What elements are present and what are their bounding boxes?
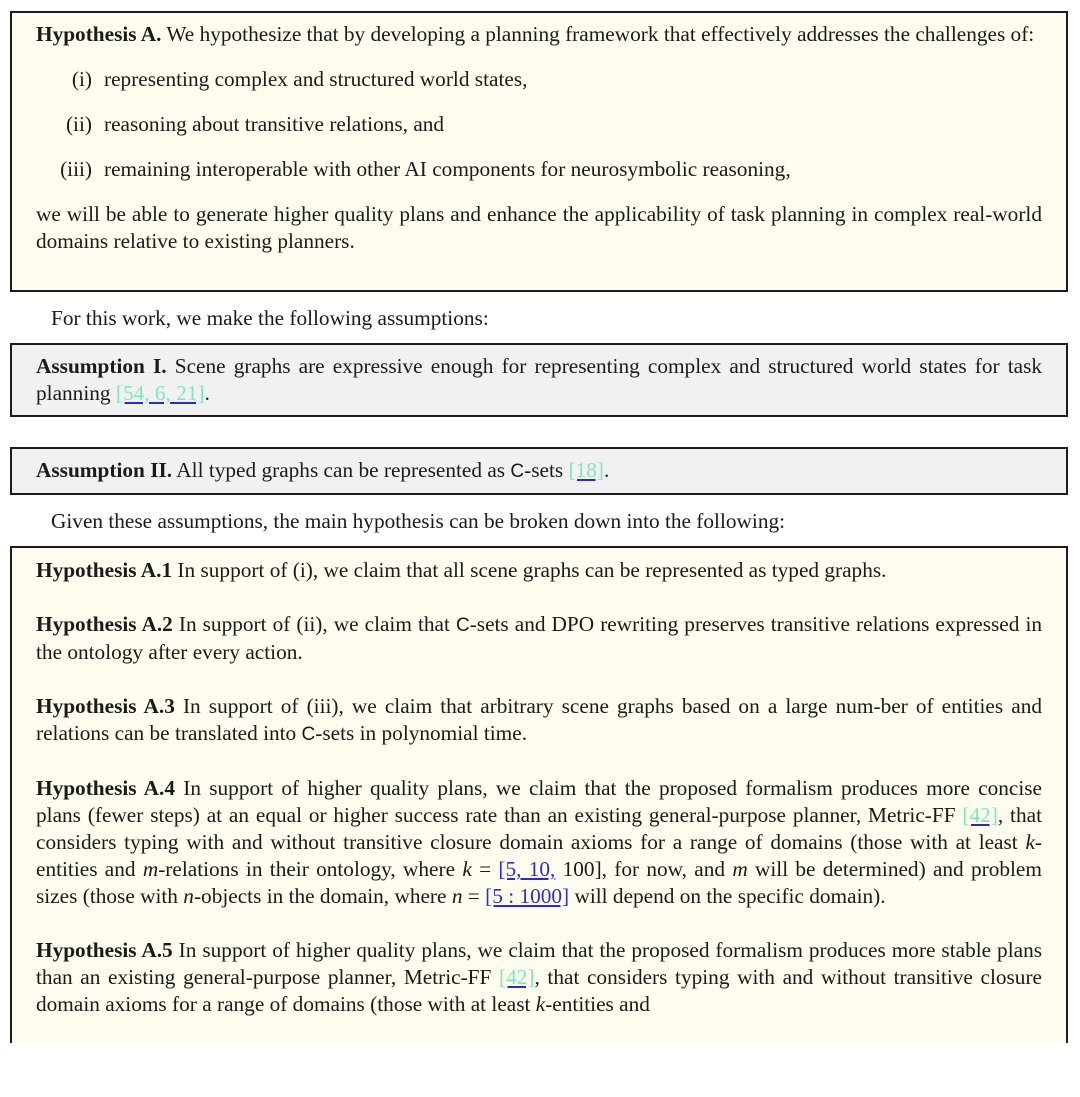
assumption-1-box: Assumption I. Scene graphs are expressive enough for representing complex and structured world states for task planning [54, 6, 21].	[10, 343, 1068, 417]
breakdown-intro: Given these assumptions, the main hypothesis can be broken down into the following:	[51, 509, 786, 533]
hypothesis-a5: Hypothesis A.5 In support of higher quality plans, we claim that the proposed formalism produces more stable plans than an existing general-purpose planner, Metric-FF [42], that considers typing with and without transitive closure domain axioms for a range of domains (those with at least k-entities and	[36, 938, 1043, 1016]
assumptions-intro: For this work, we make the following assumptions:	[51, 306, 489, 330]
citation-link[interactable]: [42]	[962, 803, 998, 827]
citation-link[interactable]: [18]	[568, 458, 604, 482]
hypothesis-a1: Hypothesis A.1 In support of (i), we claim that all scene graphs can be represented as typed graphs.	[36, 558, 887, 582]
challenge-item: (iii) remaining interoperable with other AI components for neurosymbolic reasoning,	[60, 157, 791, 181]
hypothesis-a-conclusion: we will be able to generate higher quality plans and enhance the applicability of task planning in complex real-world domains relative to existing planners.	[36, 202, 1042, 253]
citation-link[interactable]: [54, 6, 21]	[115, 381, 205, 405]
range-link[interactable]: [5 : 1000]	[485, 884, 570, 908]
range-link[interactable]: [5, 10,	[498, 857, 556, 881]
assumption-2-box: Assumption II. All typed graphs can be represented as C-sets [18].	[10, 447, 1068, 495]
assumption-1-title: Assumption I.	[36, 354, 167, 378]
hypothesis-a4: Hypothesis A.4 In support of higher quality plans, we claim that the proposed formalism produces more concise plans (fewer steps) at an equal or higher success rate than an existing general-purpose planner, Metric-FF [42], that considers typing with and without transitive closure domain axioms for a range of domains (those with at least k-entities and m-relations in their ontology, where k = [5, 10, 100], for now, and m will be determined) and problem sizes (those with n-objects in the domain, where n = [5 : 1000] will depend on the specific domain).	[36, 776, 1043, 908]
sub-hypotheses-box	[10, 546, 1068, 1043]
hypothesis-a3: Hypothesis A.3 In support of (iii), we claim that arbitrary scene graphs based on a large num-ber of entities and relations can be translated into C-sets in polynomial time.	[36, 694, 1043, 745]
challenge-item: (ii) reasoning about transitive relations, and	[65, 112, 445, 136]
hypothesis-a-title: Hypothesis A.	[36, 22, 162, 46]
hypothesis-a-intro: Hypothesis A. We hypothesize that by developing a planning framework that effectively addresses the challenges of:	[36, 22, 1035, 46]
assumption-2-title: Assumption II.	[36, 458, 173, 482]
challenge-item: (i) representing complex and structured world states,	[71, 67, 528, 91]
citation-link[interactable]: [42]	[499, 965, 535, 989]
hypothesis-a-box	[10, 11, 1068, 292]
hypothesis-a2: Hypothesis A.2 In support of (ii), we claim that C-sets and DPO rewriting preserves transitive relations expressed in the ontology after every action.	[36, 612, 1043, 664]
